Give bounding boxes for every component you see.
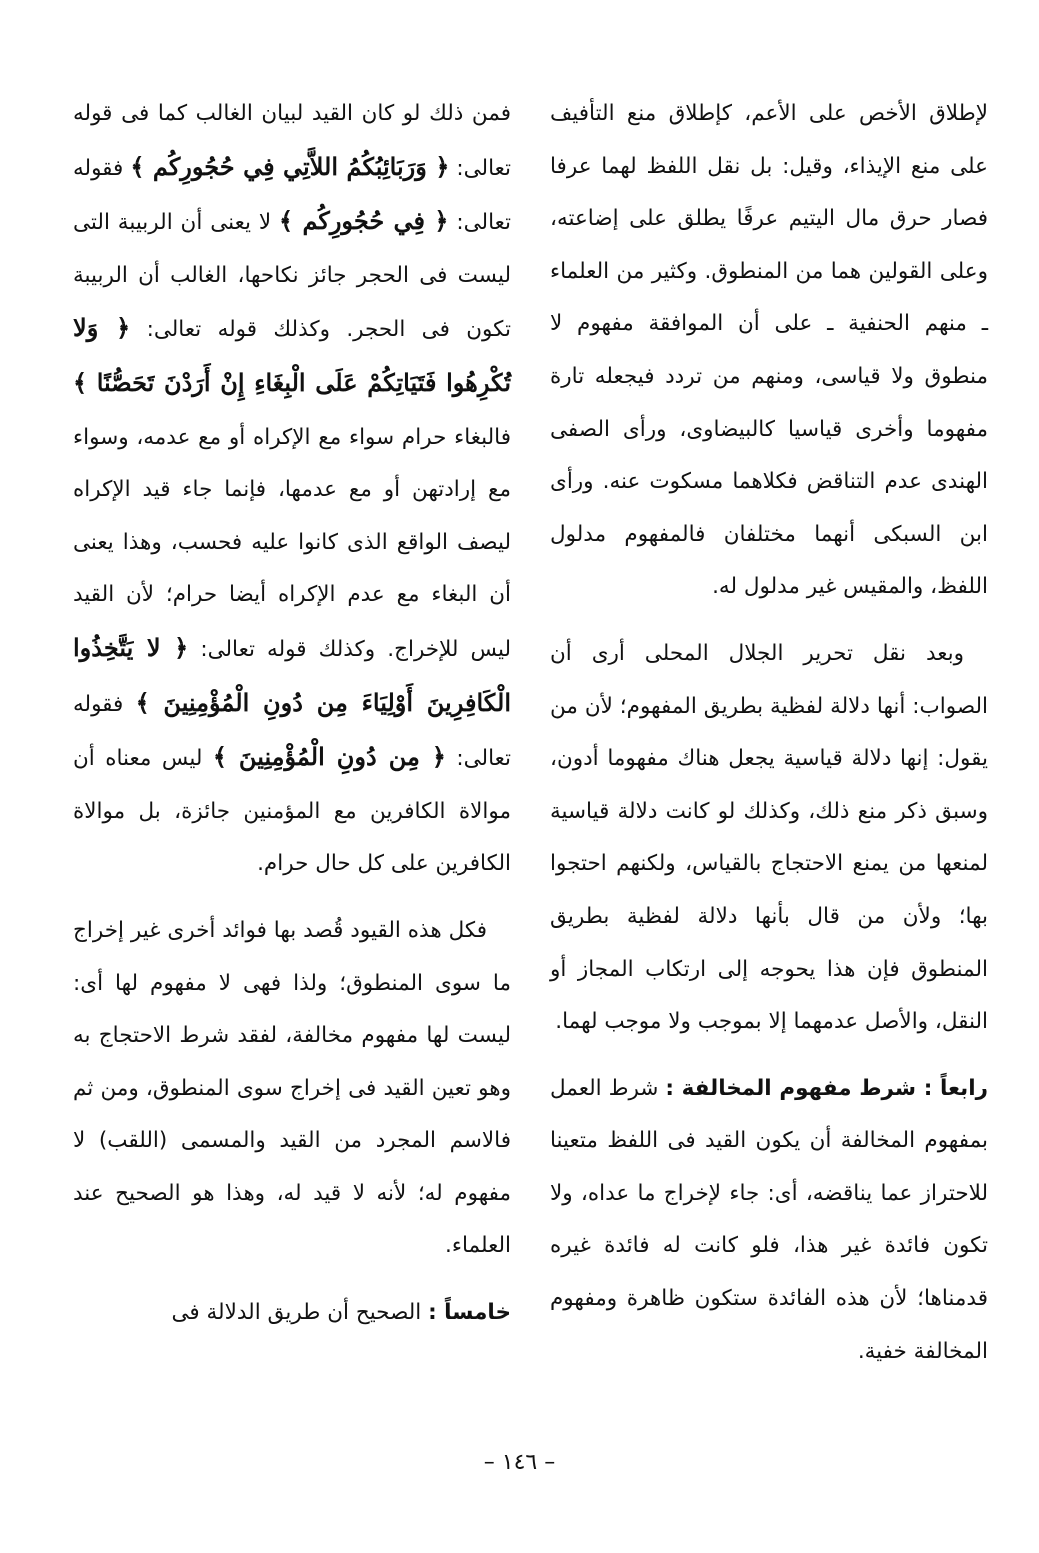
paragraph-fifth <box>73 1287 511 1340</box>
quran-verse-hujur: ﴿ فِي حُجُورِكُم ﴾ <box>278 206 449 236</box>
text-segment: ليس معناه أن موالاة الكافرين مع المؤمنين جائزة، بل موالاة الكافرين على كل حال حرام. <box>73 746 511 877</box>
paragraph-mafhum-muwafaqa: لإطلاق الأخص على الأعم، كإطلاق منع التأفيف على منع الإيذاء، وقيل: بل نقل اللفظ لهما عرفا فصار حرق مال اليتيم عرفًا يطلق على إضاعته، وعلى القولين هما من المنطوق. وكثير من العلماء ـ منهم الحنفية ـ على أن الموافقة مفهوم لا منطوق ولا قياسى، ومنهم من تردد فيجعله تارة مفهوما وأخرى قياسيا كالبيضاوى، ورأى الصفى الهندى عدم التناقض فكلاهما مسكوت عنه. ورأى ابن السبكى أنهما مختلفان فالمفهوم مدلول اللفظ، والمقيس غير مدلول له. <box>550 101 988 600</box>
section-heading-fifth: خامساً : <box>428 1300 511 1326</box>
quran-verse-bigha: ﴿ وَلا تُكْرِهُوا فَتَيَاتِكُمْ عَلَى الْبِغَاءِ إِنْ أَرَدْنَ تَحَصُّنًا ﴾ <box>73 313 511 397</box>
left-column <box>73 88 511 1340</box>
quran-verse-awliya: ﴿ لا يَتَّخِذُوا الْكَافِرِينَ أَوْلِيَاءَ مِن دُونِ الْمُؤْمِنِينَ ﴾ <box>73 632 511 717</box>
text-segment: لا يعنى أن الربيبة التى ليست فى الحجر جائز نكاحها، الغالب أن الربيبة تكون فى الحجر. وكذلك قوله تعالى: <box>73 210 512 343</box>
paragraph-fifth-body: الصحيح أن طريق الدلالة فى <box>171 1300 429 1326</box>
text-segment: فمن ذلك لو كان القيد لبيان الغالب كما فى قوله تعالى: <box>73 101 511 181</box>
quran-verse-rabaib: ﴿ وَرَبَائِبُكُمُ اللاَّتِي فِي حُجُورِكُم ﴾ <box>130 151 450 181</box>
paragraph-ghalib-examples <box>73 88 511 891</box>
paragraph-quyud-conclusion: فكل هذه القيود قُصد بها فوائد أخرى غير إخراج ما سوى المنطوق؛ ولذا فهى لا مفهوم لها أى: ليست لها مفهوم مخالفة، لفقد شرط الاحتجاج به وهو تعين القيد فى إخراج سوى المنطوق، ومن ثم فالاسم المجرد من القيد والمسمى (اللقب) لا مفهوم له؛ لأنه لا قيد له، وهذا هو الصحيح عند العلماء. <box>73 917 511 1259</box>
right-column <box>550 88 988 1378</box>
text-segment: فالبغاء حرام سواء مع الإكراه أو مع عدمه، وسواء مع إرادتهن أو مع عدمها، فإنما جاء قيد الإكراه ليصف الواقع الذى كانوا عليه فحسب، وهذا يعنى أن البغاء مع عدم الإكراه أيضا حرام؛ لأن القيد ليس للإخراج. وكذلك قوله تعالى: <box>73 424 512 662</box>
text-segment: فقوله تعالى: <box>73 155 511 236</box>
quran-verse-mu-minin: ﴿ مِن دُونِ الْمُؤْمِنِينَ ﴾ <box>212 742 446 772</box>
section-heading-fourth: رابعاً : شرط مفهوم المخالفة : <box>665 1075 988 1101</box>
text-segment: فقوله تعالى: <box>73 691 511 772</box>
paragraph-fourth-body: شرط العمل بمفهوم المخالفة أن يكون القيد فى اللفظ متعينا للاحتراز عما يناقضه، أى: جاء لإخراج ما عداه، ولا تكون فائدة غير هذا، فلو كانت له فائدة غيره قدمناها؛ لأن هذه الفائدة ستكون ظاهرة ومفهوم المخالفة خفية. <box>550 1075 988 1364</box>
paragraph-fourth-condition <box>550 1063 988 1379</box>
page-number: – ١٤٦ – <box>483 1450 556 1475</box>
paragraph-tahrir-jalal: وبعد نقل تحرير الجلال المحلى أرى أن الصواب: أنها دلالة لفظية بطريق المفهوم؛ لأن من يقول: إنها دلالة قياسية يجعل هناك مفهوما أدون، وسبق ذكر منع ذلك، وكذلك لو كانت دلالة قياسية لمنعها من يمنع الاحتجاج بالقياس، ولكنهم احتجوا بها؛ ولأن من قال بأنها دلالة لفظية بطريق المنطوق فإن هذا يحوجه إلى ارتكاب المجاز أو النقل، والأصل عدمهما إلا بموجب ولا موجب لهما. <box>550 640 988 1035</box>
